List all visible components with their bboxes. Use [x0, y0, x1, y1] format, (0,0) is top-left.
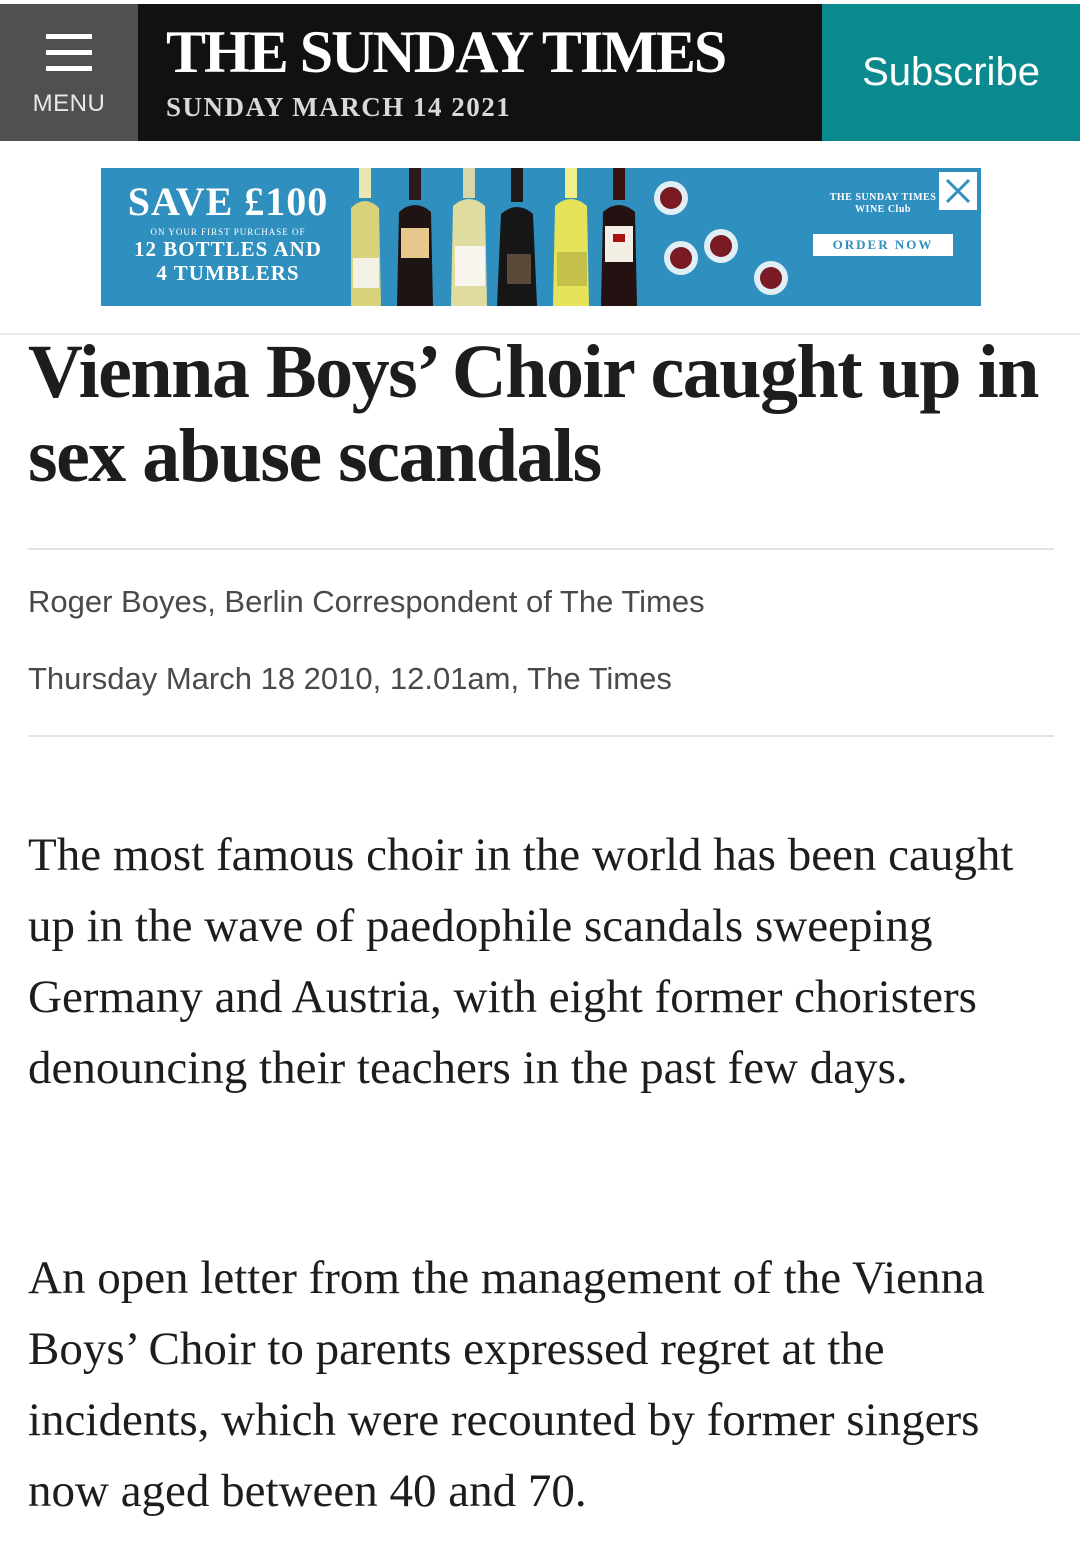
wine-bottle	[451, 168, 487, 306]
menu-button[interactable]	[0, 4, 138, 141]
ad-small-print: ON YOUR FIRST PURCHASE OF	[150, 227, 306, 237]
hamburger-icon	[46, 34, 92, 72]
article-paragraph: An open letter from the management of the Vienna Boys’ Choir to parents expressed regret at the incidents, which were recounted by former singers now aged between 40 and 70.	[28, 1252, 985, 1517]
article-dateline: Thursday March 18 2010, 12.01am, The Times	[28, 661, 672, 696]
ad-brand-block	[813, 192, 953, 256]
divider	[28, 735, 1054, 737]
wine-bottle	[601, 168, 637, 306]
wine-bottle	[397, 168, 433, 306]
ad-offer-line-2: 4 TUMBLERS	[156, 261, 300, 285]
ad-order-now-button[interactable]: ORDER NOW	[813, 234, 953, 256]
ad-brand-name: THE SUNDAY TIMES	[829, 192, 937, 203]
wine-bottles-image	[351, 168, 801, 306]
close-icon[interactable]	[937, 170, 979, 212]
ad-headline: SAVE £100	[127, 179, 329, 224]
wine-bottle	[553, 168, 589, 306]
ad-offer-line-1: 12 BOTTLES AND	[134, 237, 322, 261]
subscribe-button[interactable]: Subscribe	[822, 4, 1080, 141]
wine-bottle	[497, 168, 537, 306]
article-paragraph: The most famous choir in the world has been caught up in the wave of paedophile scandals sweeping Germany and Austria, with eight former choristers denouncing their teachers in the past few days.	[28, 829, 1014, 1094]
wine-bottle	[351, 168, 381, 306]
wine-tumblers	[654, 181, 788, 295]
divider	[28, 548, 1054, 550]
masthead-logo: THE SUNDAY TIMES	[166, 19, 726, 85]
article-byline[interactable]: Roger Boyes, Berlin Correspondent of The Times	[28, 584, 705, 619]
ad-brand-sub: WINE Club	[855, 204, 911, 215]
top-header	[0, 4, 1080, 141]
menu-label: MENU	[32, 90, 106, 117]
article-headline: Vienna Boys’ Choir caught up in sex abuse scandals	[28, 330, 1039, 498]
wine-club-ad-banner[interactable]	[101, 168, 981, 306]
ad-offer-text	[123, 178, 333, 285]
edition-date: SUNDAY MARCH 14 2021	[166, 92, 512, 122]
masthead[interactable]	[138, 4, 822, 141]
